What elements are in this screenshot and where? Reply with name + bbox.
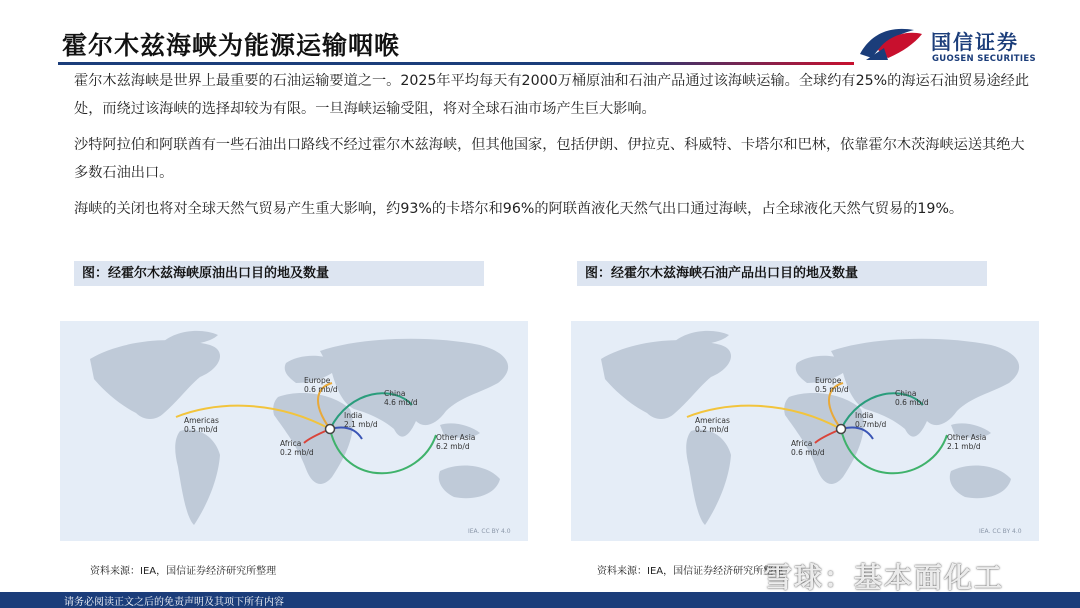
logo-english-name: GUOSEN SECURITIES <box>932 54 1036 64</box>
flow-label-india: India <box>855 411 874 420</box>
flow-value-africa: 0.6 mb/d <box>791 448 825 457</box>
figure-caption-crude: 图：经霍尔木兹海峡原油出口目的地及数量 <box>74 261 484 286</box>
source-note-crude: 资料来源：IEA，国信证券经济研究所整理 <box>90 566 277 577</box>
flow-label-europe: Europe <box>815 376 842 385</box>
flow-value-europe: 0.6 mb/d <box>304 385 338 394</box>
flow-label-other-asia: Other Asia <box>947 433 987 442</box>
page-title: 霍尔木兹海峡为能源运输咽喉 <box>62 31 401 60</box>
hormuz-strait-marker <box>326 425 335 434</box>
xueqiu-watermark: 雪球：基本面化工 <box>764 561 1005 594</box>
flow-value-americas: 0.2 mb/d <box>695 425 729 434</box>
world-landmass <box>601 331 1019 525</box>
flow-value-china: 4.6 mb/d <box>384 398 418 407</box>
flow-label-other-asia: Other Asia <box>436 433 476 442</box>
flow-value-india: 0.7mb/d <box>855 420 887 429</box>
title-underline <box>58 62 854 65</box>
guosen-logo <box>858 24 1038 68</box>
logo-chinese-name: 国信证券 <box>931 30 1019 54</box>
flow-label-europe: Europe <box>304 376 331 385</box>
flow-label-americas: Americas <box>184 416 219 425</box>
products-export-map <box>571 321 1039 541</box>
flow-label-china: China <box>895 389 917 398</box>
world-landmass <box>90 331 508 525</box>
flow-value-europe: 0.5 mb/d <box>815 385 849 394</box>
flow-value-other-asia: 6.2 mb/d <box>436 442 470 451</box>
footer-disclaimer: 请务必阅读正文之后的免责声明及其项下所有内容 <box>64 597 284 608</box>
paragraph-strait-importance: 霍尔木兹海峡是世界上最重要的石油运输要道之一。2025年平均每天有2000万桶原油和石油产品通过该海峡运输。全球约有25%的海运石油贸易途经此处，而绕过该海峡的选择却较为有限。一旦海峡运输受阻，将对全球石油市场产生巨大影响。 <box>74 73 1030 117</box>
flow-value-india: 2.1 mb/d <box>344 420 378 429</box>
flow-label-africa: Africa <box>280 439 302 448</box>
flow-value-other-asia: 2.1 mb/d <box>947 442 981 451</box>
flow-value-africa: 0.2 mb/d <box>280 448 314 457</box>
source-note-products: 资料来源：IEA，国信证券经济研究所整理 <box>597 566 784 577</box>
crude-export-map <box>60 321 528 541</box>
paragraph-export-routes: 沙特阿拉伯和阿联酋有一些石油出口路线不经过霍尔木兹海峡，但其他国家，包括伊朗、伊拉克、科威特、卡塔尔和巴林，依靠霍尔木茨海峡运送其绝大多数石油出口。 <box>74 137 1025 181</box>
flow-label-africa: Africa <box>791 439 813 448</box>
map-credit: IEA. CC BY 4.0 <box>468 528 511 535</box>
flow-label-china: China <box>384 389 406 398</box>
flow-label-americas: Americas <box>695 416 730 425</box>
flow-value-china: 0.6 mb/d <box>895 398 929 407</box>
map-credit: IEA. CC BY 4.0 <box>979 528 1022 535</box>
flow-label-india: India <box>344 411 363 420</box>
hormuz-strait-marker <box>837 425 846 434</box>
paragraph-lng-impact: 海峡的关闭也将对全球天然气贸易产生重大影响，约93%的卡塔尔和96%的阿联酋液化天然气出口通过海峡，占全球液化天然气贸易的19%。 <box>74 201 964 217</box>
figure-caption-products: 图：经霍尔木兹海峡石油产品出口目的地及数量 <box>577 261 987 286</box>
flow-value-americas: 0.5 mb/d <box>184 425 218 434</box>
guosen-logo-mark <box>858 24 924 64</box>
